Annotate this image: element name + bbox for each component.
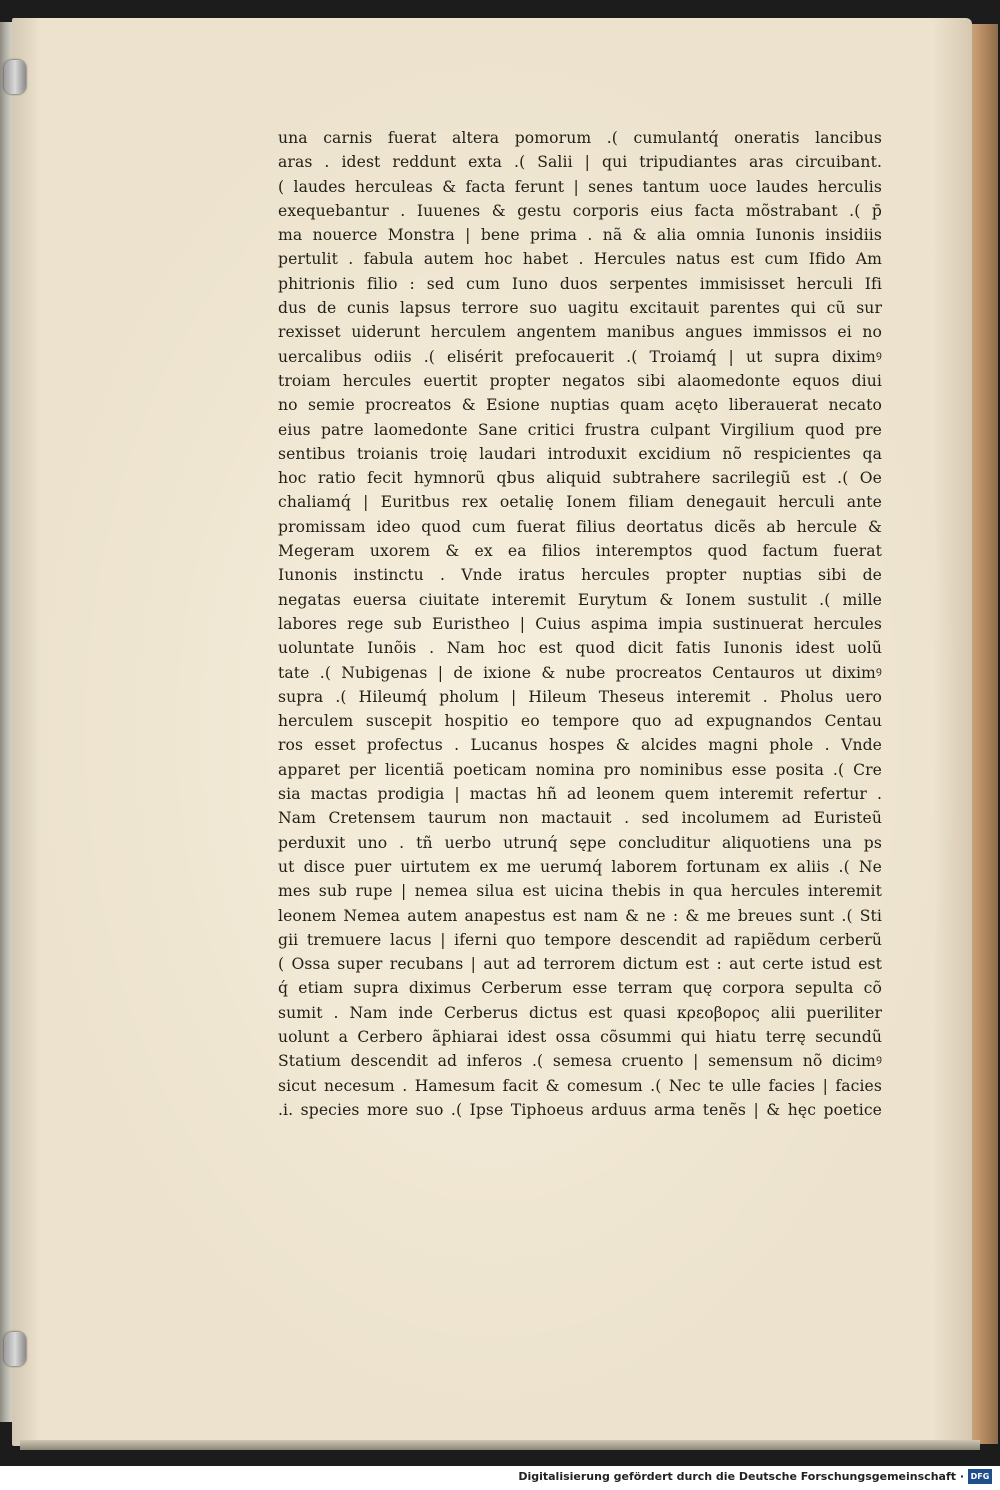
text-line: gii tremuere lacus | iferni quo tempore descendit ad rapiẽdum cerberũ [278, 930, 882, 949]
text-line: eius patre laomedonte Sane critici frustra culpant Virgilium quod pre [278, 420, 882, 439]
text-line: sentibus troianis troię laudari introduxit excidium nõ respicientes qa [278, 444, 882, 463]
text-line: una carnis fuerat altera pomorum .( cumulantq́ oneratis lancibus [278, 129, 882, 147]
text-line: sumit . Nam inde Cerberus dictus est quasi κρεοβορος alii pueriliter [278, 1003, 882, 1022]
text-line: ros esset profectus . Lucanus hospes & alcides magni phole . Vnde [278, 736, 882, 755]
footer-bar [0, 1466, 1000, 1490]
text-line: negatas euersa ciuitate interemit Eurytum & Ionem sustulit .( mille [278, 590, 882, 609]
text-line: promissam ideo quod cum fuerat filius deortatus dicẽs ab hercule & [278, 517, 882, 536]
text-line: Nam Cretensem taurum non mactauit . sed incolumem ad Euristeũ [278, 809, 882, 828]
text-line: sicut necesum . Hamesum facit & comesum .( Nec te ulle facies | facies [278, 1076, 882, 1095]
text-line: uercalibus odiis .( elisérit prefocauerit .( Troiamq́ | ut supra diximꝰ [278, 347, 882, 366]
text-line: rexisset uiderunt herculem angentem manibus angues immissos ei no [278, 323, 882, 342]
text-line: ( Ossa super recubans | aut ad terrorem dictum est : aut certe istud est [278, 955, 882, 974]
text-line: dus de cunis lapsus terrore suo uagitu excitauit parentes qui cũ sur [278, 299, 882, 318]
dfg-logo: DFG [968, 1469, 992, 1484]
text-line: hoc ratio fecit hymnorũ qbus aliquid subtrahere sacrilegiũ est .( Oe [278, 469, 882, 488]
text-line: .i. species more suo .( Ipse Tiphoeus arduus arma tenẽs | & hęc poetice [278, 1100, 882, 1119]
text-line: sia mactas prodigia | mactas hñ ad leonem quem interemit refertur . [278, 785, 882, 804]
text-line: no semie procreatos & Esione nuptias quam acęto liberauerat necato [278, 396, 882, 415]
text-line: ut disce puer uirtutem ex me uerumq́ laborem fortunam ex aliis .( Ne [278, 857, 882, 876]
text-line: pertulit . fabula autem hoc habet . Hercules natus est cum Ifido Am [278, 250, 882, 269]
page-clip-top [4, 60, 26, 94]
text-line: labores rege sub Euristheo | Cuius aspima impia sustinuerat hercules [278, 614, 882, 633]
page-clip-bottom [4, 1332, 26, 1366]
text-line: Statium descendit ad inferos .( semesa cruento | semensum nõ dicimꝰ [278, 1052, 882, 1071]
text-line: uoluntate Iunõis . Nam hoc est quod dicit fatis Iunonis idest uolũ [278, 639, 882, 658]
text-line: phitrionis filio : sed cum Iuno duos serpentes immisisset herculi Ifi [278, 274, 882, 293]
text-line: ma nouerce Monstra | bene prima . nã & alia omnia Iunonis insidiis [278, 226, 882, 245]
text-line: chaliamq́ | Euritbus rex oetalię Ionem filiam denegauit herculi ante [278, 493, 882, 512]
text-line: Iunonis instinctu . Vnde iratus hercules propter nuptias sibi de [278, 566, 882, 585]
text-line: supra .( Hileumq́ pholum | Hileum Theseus interemit . Pholus uero [278, 687, 882, 706]
text-line: q́ etiam supra diximus Cerberum esse terram quę corpora sepulta cõ [278, 979, 882, 998]
text-line: ( laudes herculeas & facta ferunt | senes tantum uoce laudes herculis [278, 177, 882, 196]
text-line: aras . idest reddunt exta .( Salii | qui tripudiantes aras circuibant. [278, 153, 882, 172]
text-line: mes sub rupe | nemea silua est uicina thebis in qua hercules interemit [278, 882, 882, 901]
text-line: exequebantur . Iuuenes & gestu corporis eius facta mõstrabant .( p̄ [278, 201, 882, 220]
text-line: leonem Nemea autem anapestus est nam & ne : & me breues sunt .( Sti [278, 906, 882, 925]
text-line: troiam hercules euertit propter negatos sibi alaomedonte equos diui [278, 371, 882, 390]
text-line: herculem suscepit hospitio eo tempore quo ad expugnandos Centau [278, 712, 882, 731]
text-line: perduxit uno . tñ uerbo utrunq́ sępe concluditur aliquotiens una ps [278, 833, 882, 852]
right-page-block-edge [972, 24, 998, 1444]
text-line: apparet per licentiã poeticam nomina pro nominibus esse posita .( Cre [278, 760, 882, 779]
funding-credit: Digitalisierung gefördert durch die Deutsche Forschungsgemeinschaft · [518, 1470, 964, 1483]
incunabula-text-block [278, 126, 882, 1122]
text-line: uolunt a Cerbero ãphiarai idest ossa cõsummi qui hiatu terrę secundũ [278, 1027, 882, 1046]
bottom-page-block-edge [20, 1440, 980, 1450]
text-line: Megeram uxorem & ex ea filios interemptos quod factum fuerat [278, 542, 882, 561]
text-line: tate .( Nubigenas | de ixione & nube procreatos Centauros ut diximꝰ [278, 663, 882, 682]
